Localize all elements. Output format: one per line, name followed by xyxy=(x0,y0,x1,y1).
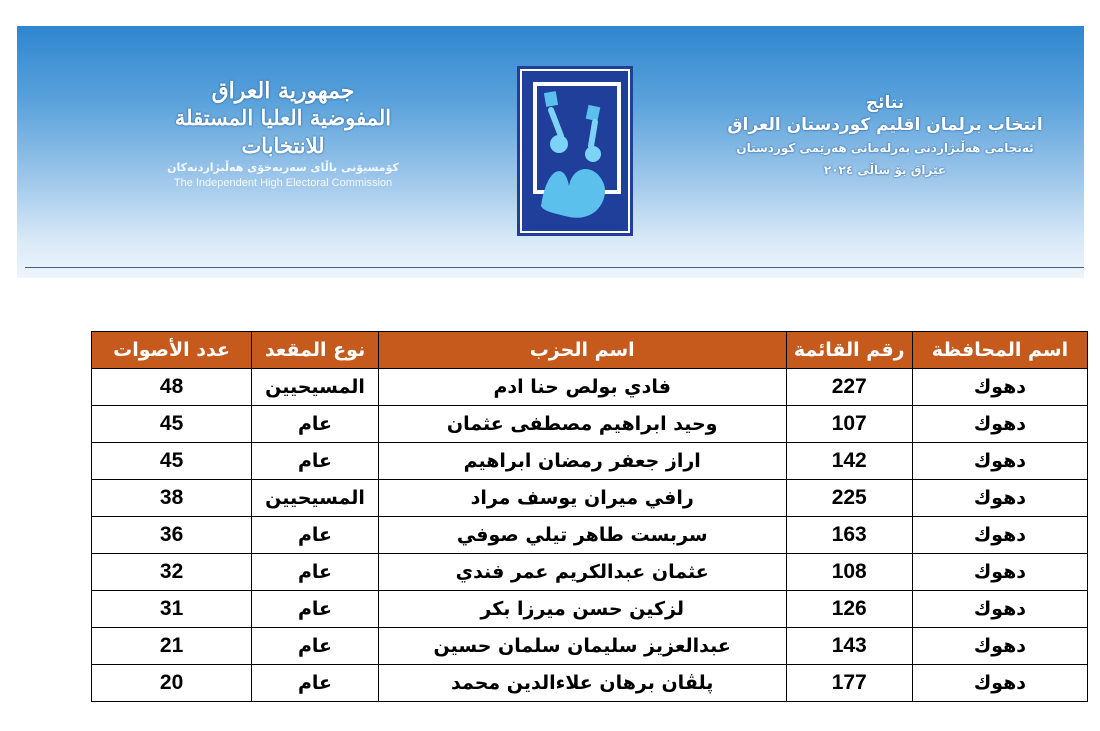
table-row xyxy=(92,628,1088,665)
commission-arabic-line2: المفوضية العليا المستقلة للانتخابات xyxy=(174,105,392,158)
table-row xyxy=(92,369,1088,406)
results-title-kurdish-line2: عێراق بۆ ساڵی ٢٠٢٤ xyxy=(823,163,947,177)
results-table xyxy=(91,331,1088,702)
cell-votes: 36 xyxy=(92,517,252,554)
cell-votes: 31 xyxy=(92,591,252,628)
cell-party-name: پلڤان برهان علاءالدين محمد xyxy=(378,665,786,702)
cell-seat-type: عام xyxy=(252,406,379,443)
results-title-kurdish-line1: ئەنجامی هەڵبژاردنی پەرلەمانی هەرێمی کوردستان xyxy=(736,141,1034,155)
cell-votes: 45 xyxy=(92,406,252,443)
table-row xyxy=(92,591,1088,628)
table-row xyxy=(92,406,1088,443)
cell-seat-type: عام xyxy=(252,628,379,665)
commission-english-name: The Independent High Electoral Commission xyxy=(173,177,393,189)
cell-votes: 38 xyxy=(92,480,252,517)
cell-list-number: 126 xyxy=(786,591,912,628)
cell-votes: 21 xyxy=(92,628,252,665)
cell-list-number: 107 xyxy=(786,406,912,443)
cell-governorate: دهوك xyxy=(912,480,1087,517)
cell-seat-type: عام xyxy=(252,517,379,554)
table-row xyxy=(92,665,1088,702)
cell-governorate: دهوك xyxy=(912,554,1087,591)
table-row xyxy=(92,554,1088,591)
cell-list-number: 143 xyxy=(786,628,912,665)
cell-seat-type: عام xyxy=(252,443,379,480)
commission-kurdish-name: کۆمسیۆنی باڵای سەربەخۆی هەڵبژاردنەکان xyxy=(167,161,399,174)
ihec-logo xyxy=(517,66,633,236)
cell-governorate: دهوك xyxy=(912,406,1087,443)
commission-emblem-text xyxy=(139,78,427,190)
cell-party-name: سربست طاهر تيلي صوفي xyxy=(378,517,786,554)
cell-list-number: 163 xyxy=(786,517,912,554)
results-title-line1: نتائج xyxy=(865,93,905,113)
cell-votes: 20 xyxy=(92,665,252,702)
table-row xyxy=(92,517,1088,554)
cell-votes: 48 xyxy=(92,369,252,406)
commission-arabic-line1: جمهورية العراق xyxy=(211,78,355,104)
table-header-row xyxy=(92,332,1088,369)
results-title-line2: انتخاب برلمان اقليم كوردستان العراق xyxy=(727,115,1043,135)
cell-seat-type: المسيحيين xyxy=(252,369,379,406)
table-row xyxy=(92,443,1088,480)
cell-party-name: فادي بولص حنا ادم xyxy=(378,369,786,406)
column-header-votes: عدد الأصوات xyxy=(92,332,252,369)
cell-party-name: وحيد ابراهيم مصطفى عثمان xyxy=(378,406,786,443)
cell-party-name: لزكين حسن ميرزا بكر xyxy=(378,591,786,628)
cell-seat-type: عام xyxy=(252,665,379,702)
cell-seat-type: عام xyxy=(252,554,379,591)
cell-party-name: اراز جعفر رمضان ابراهيم xyxy=(378,443,786,480)
banner-divider xyxy=(25,267,1084,268)
column-header-party-name: اسم الحزب xyxy=(378,332,786,369)
column-header-seat-type: نوع المقعد xyxy=(252,332,379,369)
cell-governorate: دهوك xyxy=(912,517,1087,554)
cell-seat-type: المسيحيين xyxy=(252,480,379,517)
cell-governorate: دهوك xyxy=(912,665,1087,702)
results-title xyxy=(707,92,1063,180)
cell-votes: 32 xyxy=(92,554,252,591)
header-banner xyxy=(17,26,1084,278)
cell-party-name: عبدالعزيز سليمان سلمان حسين xyxy=(378,628,786,665)
cell-seat-type: عام xyxy=(252,591,379,628)
column-header-governorate: اسم المحافظة xyxy=(912,332,1087,369)
cell-governorate: دهوك xyxy=(912,369,1087,406)
cell-list-number: 142 xyxy=(786,443,912,480)
cell-votes: 45 xyxy=(92,443,252,480)
cell-governorate: دهوك xyxy=(912,591,1087,628)
cell-party-name: عثمان عبدالكريم عمر فندي xyxy=(378,554,786,591)
cell-party-name: رافي ميران يوسف مراد xyxy=(378,480,786,517)
cell-list-number: 225 xyxy=(786,480,912,517)
cell-governorate: دهوك xyxy=(912,628,1087,665)
cell-list-number: 227 xyxy=(786,369,912,406)
cell-governorate: دهوك xyxy=(912,443,1087,480)
cell-list-number: 177 xyxy=(786,665,912,702)
cell-list-number: 108 xyxy=(786,554,912,591)
column-header-list-number: رقم القائمة xyxy=(786,332,912,369)
table-row xyxy=(92,480,1088,517)
